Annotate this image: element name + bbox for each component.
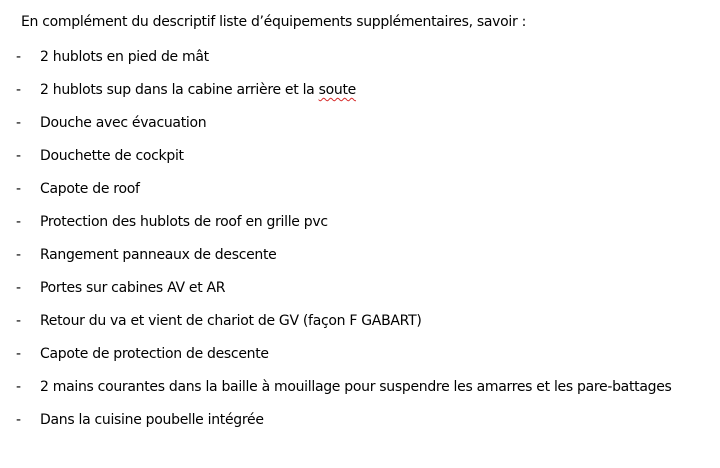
bullet-dash: - bbox=[16, 214, 21, 230]
list-item-text: Protection des hublots de roof en grille pvc bbox=[40, 214, 328, 230]
bullet-dash: - bbox=[16, 49, 21, 65]
list-item-text: 2 hublots en pied de mât bbox=[40, 49, 209, 65]
list-item-text bbox=[40, 80, 356, 100]
bullet-dash: - bbox=[16, 181, 21, 197]
bullet-dash: - bbox=[16, 379, 21, 395]
list-item-text: Douche avec évacuation bbox=[40, 115, 207, 131]
list-item-text: Portes sur cabines AV et AR bbox=[40, 280, 226, 296]
bullet-dash: - bbox=[16, 280, 21, 296]
bullet-dash: - bbox=[16, 82, 21, 98]
bullet-dash: - bbox=[16, 313, 21, 329]
list-item-text: Rangement panneaux de descente bbox=[40, 247, 277, 263]
list-item-text: Capote de roof bbox=[40, 181, 140, 197]
list-item-text: Douchette de cockpit bbox=[40, 148, 184, 164]
list-item-text: Dans la cuisine poubelle intégrée bbox=[40, 412, 264, 428]
bullet-dash: - bbox=[16, 412, 21, 428]
list-item-text: Retour du va et vient de chariot de GV (façon F GABART) bbox=[40, 313, 422, 329]
intro-paragraph: En complément du descriptif liste d’équipements supplémentaires, savoir : bbox=[21, 14, 527, 30]
list-item-text-main: 2 hublots sup dans la cabine arrière et la bbox=[40, 82, 319, 98]
bullet-dash: - bbox=[16, 247, 21, 263]
list-item-text: 2 mains courantes dans la baille à mouillage pour suspendre les amarres et les pare-battages bbox=[40, 379, 672, 395]
list-item-text: Capote de protection de descente bbox=[40, 346, 269, 362]
bullet-dash: - bbox=[16, 148, 21, 164]
bullet-dash: - bbox=[16, 115, 21, 131]
spellcheck-flagged-word[interactable]: soute bbox=[318, 82, 356, 98]
bullet-dash: - bbox=[16, 346, 21, 362]
